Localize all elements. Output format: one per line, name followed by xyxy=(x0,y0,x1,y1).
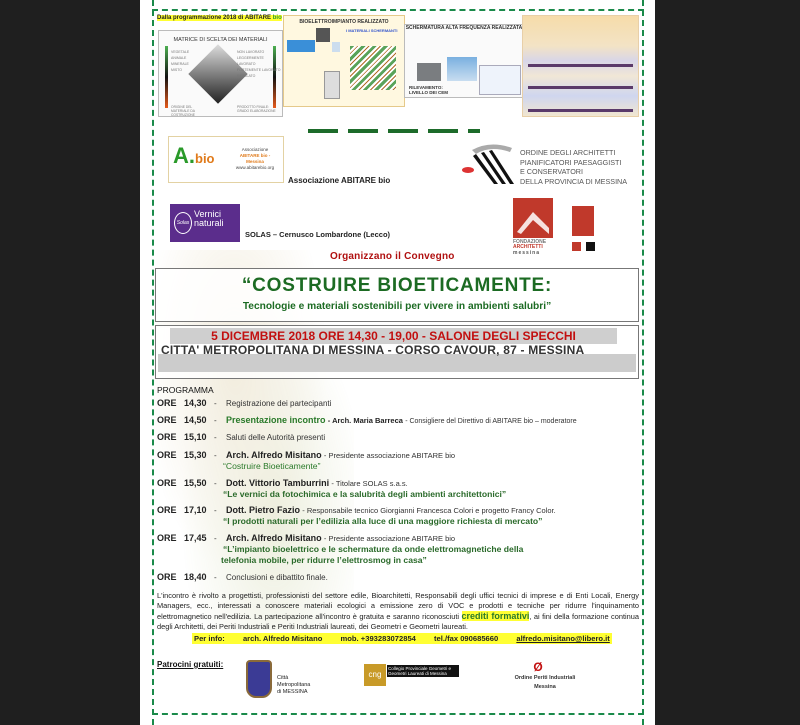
cng-label: Collegio Provinciale Geometri e Geometri Laureati di Messina xyxy=(387,665,459,677)
programme-item: ORE 15,30 - Arch. Alfredo Misitano - Presidente associazione ABITARE bio xyxy=(157,450,456,460)
shielded-boxes-photo xyxy=(287,40,315,52)
talk-title: “I prodotti naturali per l’edilizia alla luce di una maggiore richiesta di mercato” xyxy=(223,516,543,526)
frame-border-top xyxy=(152,9,644,11)
contact-email-link[interactable]: alfredo.misitano@libero.it xyxy=(516,634,610,643)
matrix-left-labels: VEGETALE ANIMALE MINERALE MISTO xyxy=(171,50,190,72)
fondazione-architetti-logo: FONDAZIONE ARCHITETTI messina xyxy=(513,198,553,263)
socket-photo xyxy=(316,28,330,42)
abitare-bio-label: Associazione ABITARE bio xyxy=(288,176,391,185)
paint-shelf-photo xyxy=(522,15,639,117)
programme-item: ORE 17,10 - Dott. Pietro Fazio - Responsabile tecnico Giorgianni Francesca Colori e progetto Francy Color. xyxy=(157,505,556,515)
bioelectric-subtitle: I MATERIALI SCHERMANTI xyxy=(346,28,398,33)
separator-dash xyxy=(348,129,378,133)
measurement-chart xyxy=(479,65,521,95)
fondazione-small-logo xyxy=(572,206,594,236)
organize-heading: Organizzano il Convegno xyxy=(330,251,455,262)
contact-info-bar: Per info: arch. Alfredo Misitano mob. +393283072854 tel./fax 090685660 alfredo.misitano@libero.it xyxy=(194,634,610,643)
flyer-page xyxy=(140,0,655,725)
shielding-caption: RILEVAMENTO: LIVELLO DEI CEM xyxy=(409,85,449,95)
event-title: “COSTRUIRE BIOETICAMENTE: xyxy=(241,275,553,296)
description-paragraph: L'incontro è rivolto a progettisti, professionisti del settore edile, Bioarchitetti, Responsabili degli uffici tecnici di imprese e di Enti Locali, Energy Managers, ecc., interessati a conoscere materiali ecologici a emissione zero di VOC e prodotti e tecniche per ridurre l'inquinamento elettromagnetico nell'edilizia. La partecipazione all'incontro è gratuita e saranno riconosciuti crediti formativi, ai fini della formazione continua degli Architetti, dei Periti Industriali e Periti Industriali laureati, dei Geometri e Geometri laureati. xyxy=(157,591,639,631)
programme-item: ORE 14,30 - Registrazione dei partecipanti xyxy=(157,398,332,408)
separator-dash xyxy=(308,129,338,133)
shield-device-photo xyxy=(332,42,340,52)
event-title-box xyxy=(155,268,639,322)
small-black-mark xyxy=(586,242,595,251)
frame-border-right xyxy=(642,0,644,725)
small-red-mark xyxy=(572,242,581,251)
talk-title: “L’impianto bioelettrico e le schermature da onde elettromagnetiche della xyxy=(223,544,524,554)
frame-border-bottom xyxy=(152,713,644,715)
antenna-photo xyxy=(447,57,477,81)
programme-item: ORE 18,40 - Conclusioni e dibattito finale. xyxy=(157,572,328,582)
shelf xyxy=(528,86,633,89)
separator-dash xyxy=(468,129,480,133)
gradient-arrow-left xyxy=(165,46,168,108)
shelf xyxy=(528,109,633,112)
bioelectric-installation-image: BIOELETTROIMPIANTO REALIZZATO I MATERIALI SCHERMANTI xyxy=(283,15,405,107)
talk-title-continued: telefonia mobile, per ridurre l’elettrosmog in casa” xyxy=(221,555,427,565)
event-subtitle: Tecnologie e materiali sostenibili per vivere in ambienti salubri” xyxy=(242,301,552,312)
cables-photo xyxy=(350,46,396,90)
vernici-naturali-logo: Solas Vernici naturali xyxy=(170,204,240,242)
event-datetime-box xyxy=(155,325,639,379)
building-photo xyxy=(417,63,441,81)
matrix-bottom-right-label: PRODOTTO FINALE: GRADO ELABORAZIONE xyxy=(237,105,276,113)
talk-title: “Le vernici da fotochimica e la salubrità degli ambienti architettonici” xyxy=(223,489,507,499)
shielding-image: SCHERMATURA ALTA FREQUENZA REALIZZATA RILEVAMENTO: LIVELLO DEI CEM xyxy=(404,24,524,98)
talk-title: “Costruire Bioeticamente” xyxy=(223,461,321,471)
separator-dash xyxy=(428,129,458,133)
programme-item: ORE 14,50 - Presentazione incontro - Arch. Maria Barreca - Consigliere del Direttivo di ABITARE bio – moderatore xyxy=(157,415,577,425)
periti-industriali-logo: Ø xyxy=(533,660,543,674)
meter-photo xyxy=(324,71,340,99)
architects-order-name: ORDINE DEGLI ARCHITETTI PIANIFICATORI PAESAGGISTI E CONSERVATORI DELLA PROVINCIA DI MESSINA xyxy=(520,148,628,187)
citta-metropolitana-crest xyxy=(246,660,272,698)
solas-label: SOLAS – Cernusco Lombardone (Lecco) xyxy=(245,230,391,239)
programme-item: ORE 15,50 - Dott. Vittorio Tamburrini - Titolare SOLAS s.a.s. xyxy=(157,478,408,488)
event-date-line: 5 DICEMBRE 2018 ORE 14,30 - 19,00 - SALONE DEGLI SPECCHI xyxy=(170,328,617,344)
materials-matrix-image: MATRICE DI SCELTA DEI MATERIALI VEGETALE ANIMALE MINERALE MISTO NON LAVORATO LEGGERMENTE LAVORATO FORTEMENTE LAVORATO RICICLATO ORIGINE DEL MATERIALE DA COSTRUZIONE PRODOTTO FINALE: GRADO ELABORAZIONE xyxy=(158,30,283,117)
solas-badge: Solas xyxy=(174,212,192,234)
periti-industriali-label: Ordine Periti Industriali Messina xyxy=(514,675,576,690)
programme-tag: Dalla programmazione 2018 di ABITARE bio xyxy=(157,15,282,21)
matrix-right-labels: NON LAVORATO LEGGERMENTE LAVORATO FORTEMENTE LAVORATO RICICLATO xyxy=(237,50,281,78)
shelf xyxy=(528,64,633,67)
separator-dash xyxy=(388,129,418,133)
architects-order-logo xyxy=(460,140,516,188)
programme-heading: PROGRAMMA xyxy=(157,385,214,395)
cng-logo: cng xyxy=(364,664,386,686)
matrix-bottom-left-label: ORIGINE DEL MATERIALE DA COSTRUZIONE xyxy=(171,105,195,117)
programme-item: ORE 15,10 - Saluti delle Autorità presenti xyxy=(157,432,326,442)
programme-item: ORE 17,45 - Arch. Alfredo Misitano - Presidente associazione ABITARE bio xyxy=(157,533,456,543)
abitare-bio-logo: A.bio Associazione ABITARE bio - Messina www.abitarebio.org xyxy=(168,136,284,183)
sponsors-heading: Patrocini gratuiti: xyxy=(157,660,224,669)
event-address-line: CITTA' METROPOLITANA DI MESSINA - CORSO CAVOUR, 87 - MESSINA xyxy=(158,344,636,372)
credits-highlight: crediti formativi xyxy=(461,611,530,621)
citta-metropolitana-label: Città Metropolitana di MESSINA xyxy=(277,675,311,695)
